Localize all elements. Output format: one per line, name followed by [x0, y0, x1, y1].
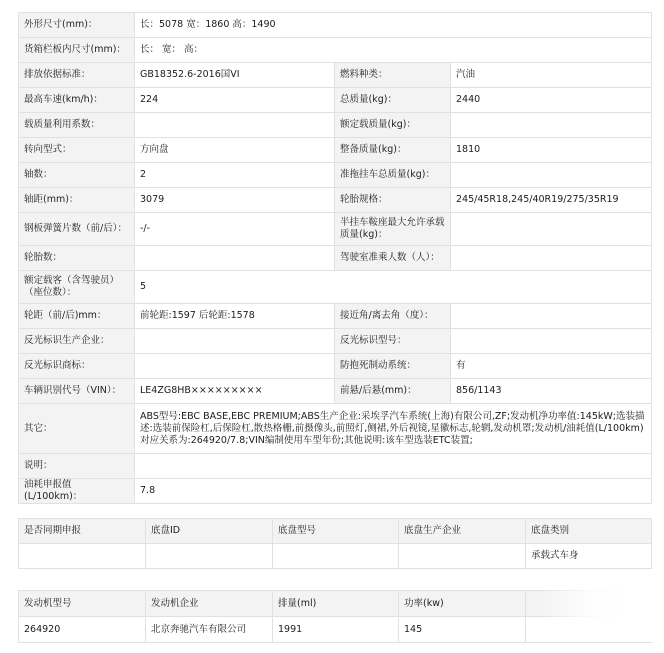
spec-label: 反光标识商标：	[19, 354, 135, 379]
chassis-cell: 承载式车身	[526, 544, 652, 569]
spec-label: 额定载质量(kg)：	[335, 113, 451, 138]
spec-value: LE4ZG8HB×××××××××	[135, 379, 335, 404]
chassis-table	[18, 518, 652, 569]
spec-value: 方向盘	[135, 138, 335, 163]
spec-label: 钢板弹簧片数（前/后）：	[19, 213, 135, 246]
spec-value: 前轮距:1597 后轮距:1578	[135, 304, 335, 329]
spec-row	[19, 38, 652, 63]
spec-label: 轴数：	[19, 163, 135, 188]
chassis-header: 是否同期申报	[19, 519, 146, 544]
spec-row	[19, 213, 652, 246]
spec-value: ABS型号:EBC BASE,EBC PREMIUM;ABS生产企业:采埃孚汽车系统(上海)有限公司,ZF;发动机净功率值:145kW;选装描述:选装前保险杠,后保险杠,散热格栅,前摄像头,前照灯,侧裙,外后视镜,星徽标志,轮辋,发动机罩;发动机/油耗值(L/100km)对应关系为:264920/7.8;VIN编制使用车型年份;其他说明:该车型选装ETC装置;	[135, 404, 652, 454]
spec-row	[19, 329, 652, 354]
spec-value: 2	[135, 163, 335, 188]
engine-header: 功率(kw)	[399, 591, 526, 617]
spec-value	[451, 246, 652, 271]
spec-label: 反光标识型号：	[335, 329, 451, 354]
spec-row	[19, 271, 652, 304]
chassis-header: 底盘类别	[526, 519, 652, 544]
spec-value: -/-	[135, 213, 335, 246]
spec-row	[19, 404, 652, 454]
engine-header	[526, 591, 652, 617]
spec-value: 长：5078 宽：1860 高：1490	[135, 13, 652, 38]
chassis-cell	[399, 544, 526, 569]
chassis-cell	[146, 544, 273, 569]
spec-label: 轮距（前/后)mm：	[19, 304, 135, 329]
spec-value: 245/45R18,245/40R19/275/35R19	[451, 188, 652, 213]
spec-row	[19, 63, 652, 88]
spec-row	[19, 246, 652, 271]
spec-label: 前悬/后悬(mm)：	[335, 379, 451, 404]
spec-value	[135, 329, 335, 354]
spec-value: 1810	[451, 138, 652, 163]
spec-label: 外形尺寸(mm)：	[19, 13, 135, 38]
spec-label: 轴距(mm)：	[19, 188, 135, 213]
spec-value: GB18352.6-2016国VI	[135, 63, 335, 88]
spec-label: 轮胎数：	[19, 246, 135, 271]
engine-cell: 北京奔驰汽车有限公司	[146, 617, 273, 643]
spec-label: 反光标识生产企业：	[19, 329, 135, 354]
engine-header: 发动机企业	[146, 591, 273, 617]
spec-value: 长： 宽： 高：	[135, 38, 652, 63]
spec-value	[451, 213, 652, 246]
spec-row	[19, 163, 652, 188]
spec-value	[135, 113, 335, 138]
engine-header: 排量(ml)	[273, 591, 399, 617]
spec-label: 货箱栏板内尺寸(mm)：	[19, 38, 135, 63]
spec-label: 说明：	[19, 454, 135, 479]
spec-label: 车辆识别代号（VIN）：	[19, 379, 135, 404]
spec-label: 额定载客（含驾驶员）（座位数）：	[19, 271, 135, 304]
chassis-header: 底盘型号	[273, 519, 399, 544]
spec-label: 准拖挂车总质量(kg)：	[335, 163, 451, 188]
engine-cell: 264920	[19, 617, 146, 643]
spec-value: 汽油	[451, 63, 652, 88]
vehicle-spec-table	[18, 12, 652, 504]
spec-row	[19, 188, 652, 213]
spec-label: 其它：	[19, 404, 135, 454]
spec-value	[135, 246, 335, 271]
spec-value	[451, 113, 652, 138]
spec-label: 半挂车鞍座最大允许承载质量(kg)：	[335, 213, 451, 246]
spec-value: 224	[135, 88, 335, 113]
spec-row	[19, 304, 652, 329]
spec-label: 接近角/离去角（度）：	[335, 304, 451, 329]
spec-row	[19, 113, 652, 138]
chassis-cell	[273, 544, 399, 569]
spec-row	[19, 13, 652, 38]
engine-cell: 145	[399, 617, 526, 643]
chassis-cell	[19, 544, 146, 569]
spec-label: 防抱死制动系统：	[335, 354, 451, 379]
spec-label: 驾驶室准乘人数（人）：	[335, 246, 451, 271]
spec-label: 载质量利用系数：	[19, 113, 135, 138]
spec-value: 2440	[451, 88, 652, 113]
spec-value: 7.8	[135, 479, 652, 504]
spec-label: 最高车速(km/h)：	[19, 88, 135, 113]
spec-row	[19, 379, 652, 404]
spec-row	[19, 354, 652, 379]
spec-label: 总质量(kg)：	[335, 88, 451, 113]
spec-value	[135, 354, 335, 379]
spec-label: 燃料种类：	[335, 63, 451, 88]
spec-row	[19, 454, 652, 479]
spec-row	[19, 479, 652, 504]
spec-value	[451, 329, 652, 354]
spec-row	[19, 138, 652, 163]
spec-value: 5	[135, 271, 652, 304]
engine-cell: 1991	[273, 617, 399, 643]
spec-label: 排放依据标准：	[19, 63, 135, 88]
spec-label: 转向型式：	[19, 138, 135, 163]
spec-label: 油耗申报值(L/100km)：	[19, 479, 135, 504]
engine-header: 发动机型号	[19, 591, 146, 617]
engine-cell	[526, 617, 652, 643]
spec-value: 有	[451, 354, 652, 379]
engine-table	[18, 590, 652, 643]
chassis-header: 底盘生产企业	[399, 519, 526, 544]
spec-value: 856/1143	[451, 379, 652, 404]
spec-label: 整备质量(kg)：	[335, 138, 451, 163]
spec-label: 轮胎规格：	[335, 188, 451, 213]
spec-row	[19, 88, 652, 113]
chassis-header: 底盘ID	[146, 519, 273, 544]
spec-value: 3079	[135, 188, 335, 213]
spec-value	[135, 454, 652, 479]
spec-value	[451, 304, 652, 329]
spec-value	[451, 163, 652, 188]
